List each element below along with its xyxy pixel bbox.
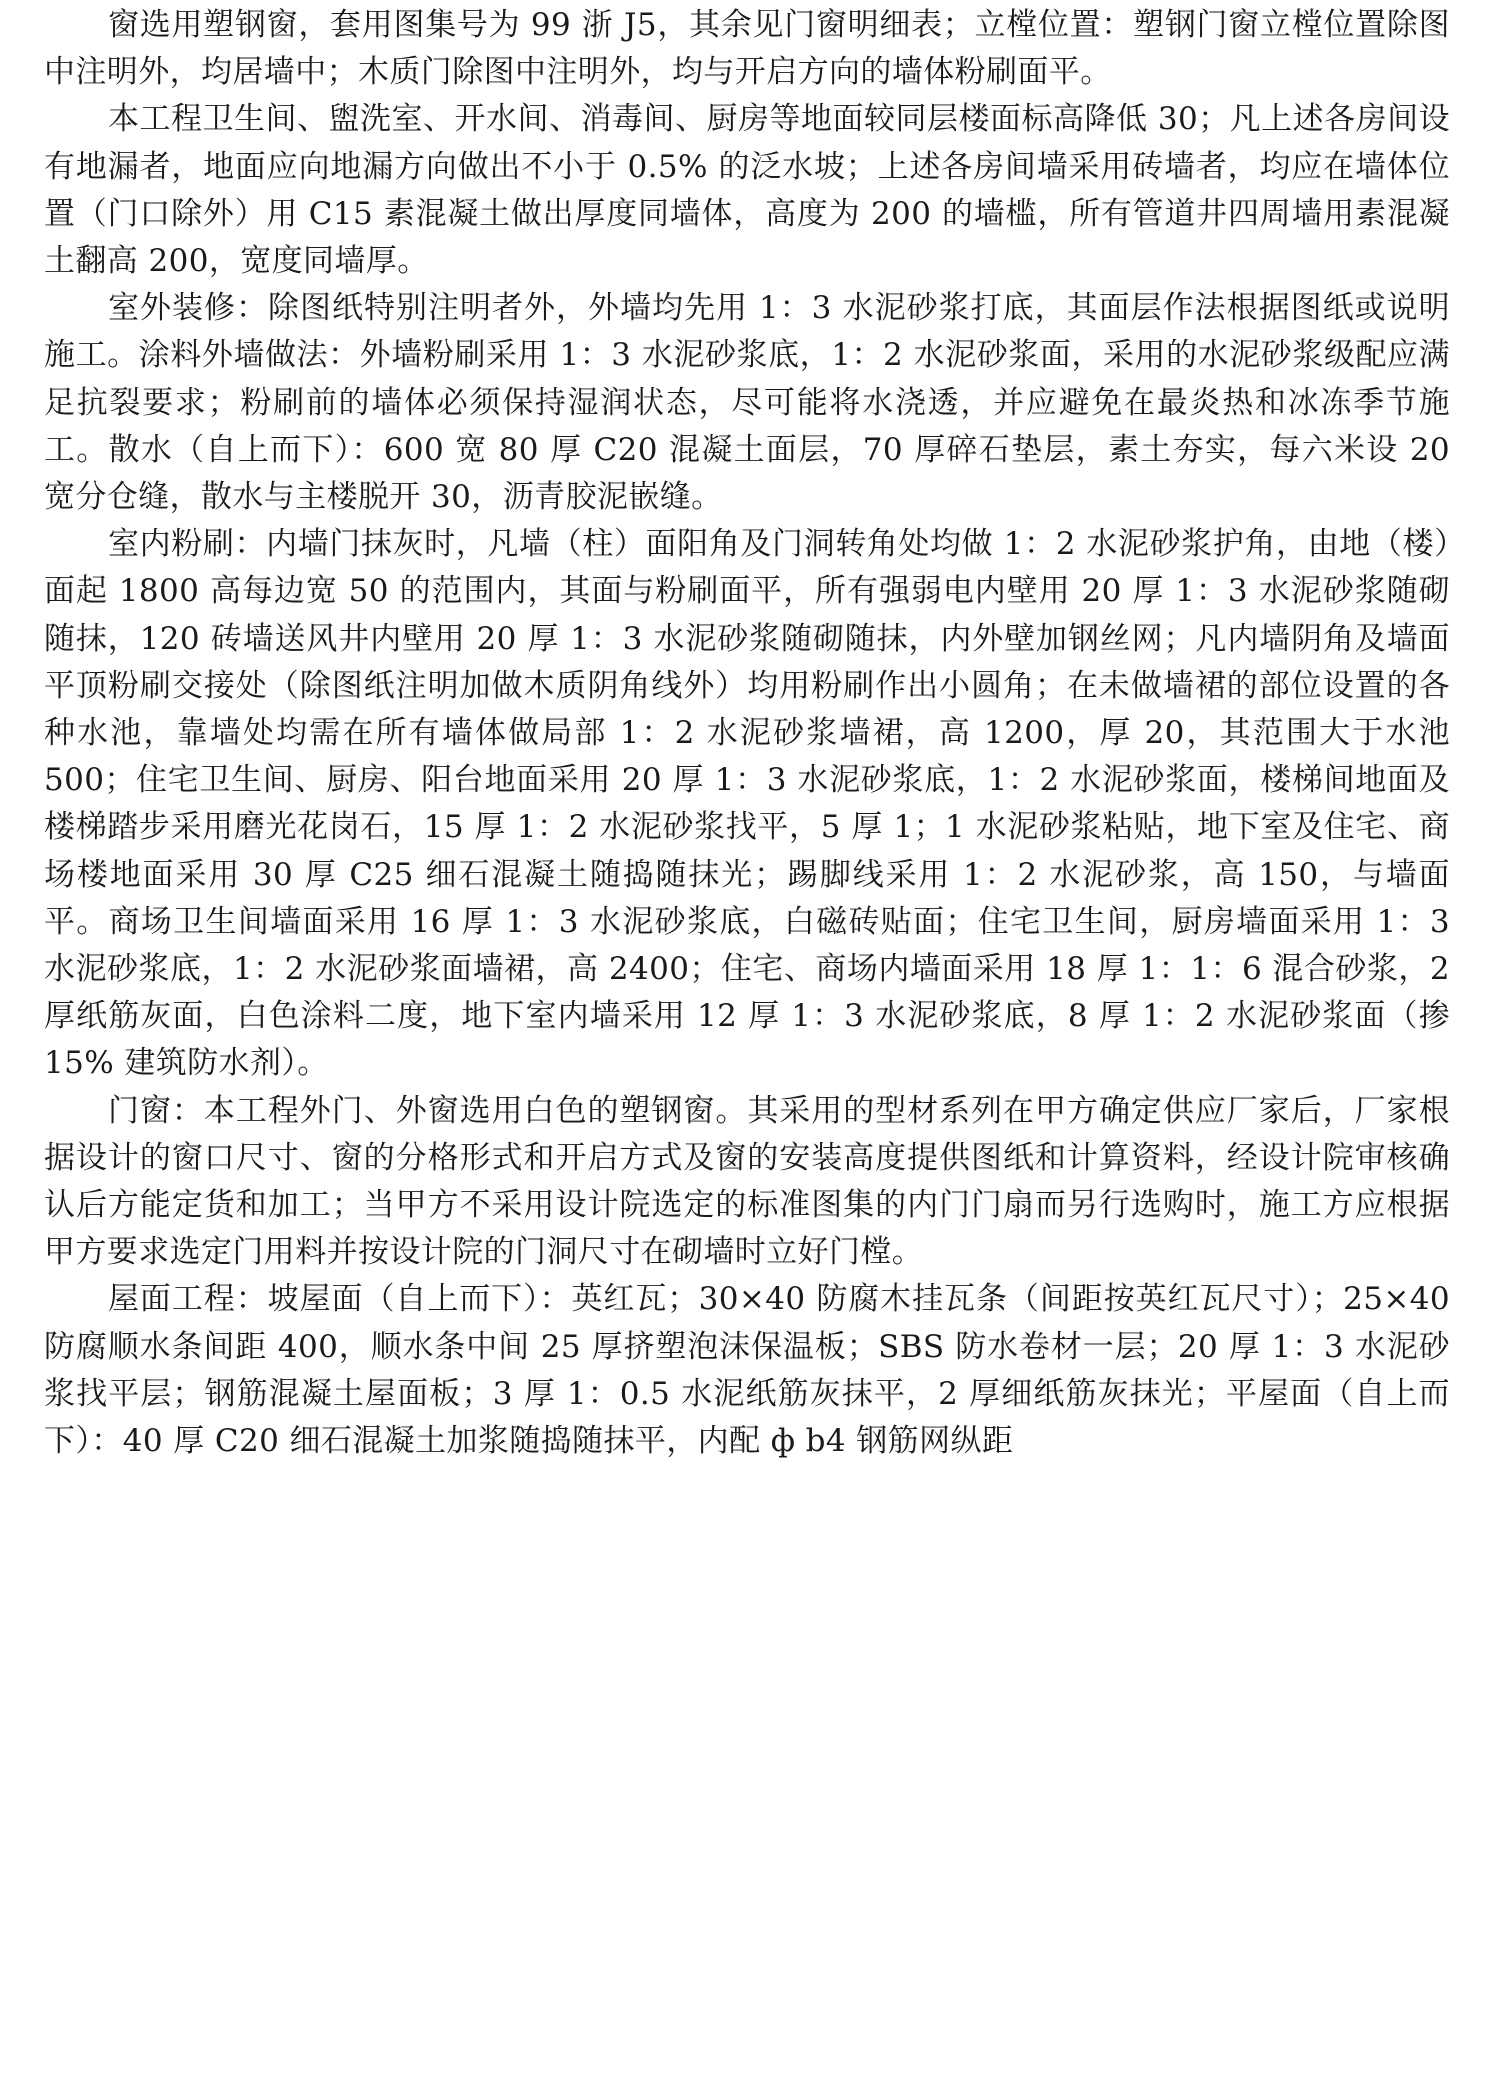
document-page — [44, 0, 1450, 1465]
paragraph-roofing: 屋面工程：坡屋面（自上而下）：英红瓦；30×40 防腐木挂瓦条（间距按英红瓦尺寸）；25×40 防腐顺水条间距 400，顺水条中间 25 厚挤塑泡沫保温板；SBS 防水卷材一层；20 厚 1：3 水泥砂浆找平层；钢筋混凝土屋面板；3 厚 1：0.5 水泥纸筋灰抹平，2 厚细纸筋灰抹光；平屋面（自上而下）：40 厚 C20 细石混凝土加浆随捣随抹平，内配 ф b4 钢筋网纵距 — [44, 1281, 1450, 1460]
paragraph-interior-plaster: 室内粉刷：内墙门抹灰时，凡墙（柱）面阳角及门洞转角处均做 1：2 水泥砂浆护角，由地（楼）面起 1800 高每边宽 50 的范围内，其面与粉刷面平，所有强弱电内壁用 20 厚 1：3 水泥砂浆随砌随抹，120 砖墙送风井内壁用 20 厚 1：3 水泥砂浆随砌随抹，内外壁加钢丝网；凡内墙阴角及墙面平顶粉刷交接处（除图纸注明加做木质阴角线外）均用粉刷作出小圆角；在未做墙裙的部位设置的各种水池，靠墙处均需在所有墙体做局部 1：2 水泥砂浆墙裙，高 1200，厚 20，其范围大于水池 500；住宅卫生间、厨房、阳台地面采用 20 厚 1：3 水泥砂浆底，1：2 水泥砂浆面，楼梯间地面及楼梯踏步采用磨光花岗石，15 厚 1：2 水泥砂浆找平，5 厚 1；1 水泥砂浆粘贴，地下室及住宅、商场楼地面采用 30 厚 C25 细石混凝土随捣随抹光；踢脚线采用 1：2 水泥砂浆，高 150，与墙面平。商场卫生间墙面采用 16 厚 1：3 水泥砂浆底，白磁砖贴面；住宅卫生间，厨房墙面采用 1：3 水泥砂浆底，1：2 水泥砂浆面墙裙，高 2400；住宅、商场内墙面采用 18 厚 1：1：6 混合砂浆，2 厚纸筋灰面，白色涂料二度，地下室内墙采用 12 厚 1：3 水泥砂浆底，8 厚 1：2 水泥砂浆面（掺 15% 建筑防水剂）。 — [44, 526, 1450, 1082]
paragraph-window-installation: 窗选用塑钢窗，套用图集号为 99 浙 J5，其余见门窗明细表；立樘位置：塑钢门窗立樘位置除图中注明外，均居墙中；木质门除图中注明外，均与开启方向的墙体粉刷面平。 — [44, 7, 1450, 91]
paragraph-exterior-finish: 室外装修：除图纸特别注明者外，外墙均先用 1：3 水泥砂浆打底，其面层作法根据图纸或说明施工。涂料外墙做法：外墙粉刷采用 1：3 水泥砂浆底，1：2 水泥砂浆面，采用的水泥砂浆级配应满足抗裂要求；粉刷前的墙体必须保持湿润状态，尽可能将水浇透，并应避免在最炎热和冰冻季节施工。散水（自上而下）：600 宽 80 厚 C20 混凝土面层，70 厚碎石垫层，素土夯实，每六米设 20 宽分仓缝，散水与主楼脱开 30，沥青胶泥嵌缝。 — [44, 290, 1450, 516]
paragraph-doors-windows: 门窗：本工程外门、外窗选用白色的塑钢窗。其采用的型材系列在甲方确定供应厂家后，厂家根据设计的窗口尺寸、窗的分格形式和开启方式及窗的安装高度提供图纸和计算资料，经设计院审核确认后方能定货和加工；当甲方不采用设计院选定的标准图集的内门门扇而另行选购时，施工方应根据甲方要求选定门用料并按设计院的门洞尺寸在砌墙时立好门樘。 — [44, 1092, 1450, 1271]
paragraph-wet-area-floors: 本工程卫生间、盥洗室、开水间、消毒间、厨房等地面较同层楼面标高降低 30；凡上述各房间设有地漏者，地面应向地漏方向做出不小于 0.5% 的泛水坡；上述各房间墙采用砖墙者，均应在墙体位置（门口除外）用 C15 素混凝土做出厚度同墙体，高度为 200 的墙槛，所有管道井四周墙用素混凝土翻高 200，宽度同墙厚。 — [44, 101, 1450, 280]
